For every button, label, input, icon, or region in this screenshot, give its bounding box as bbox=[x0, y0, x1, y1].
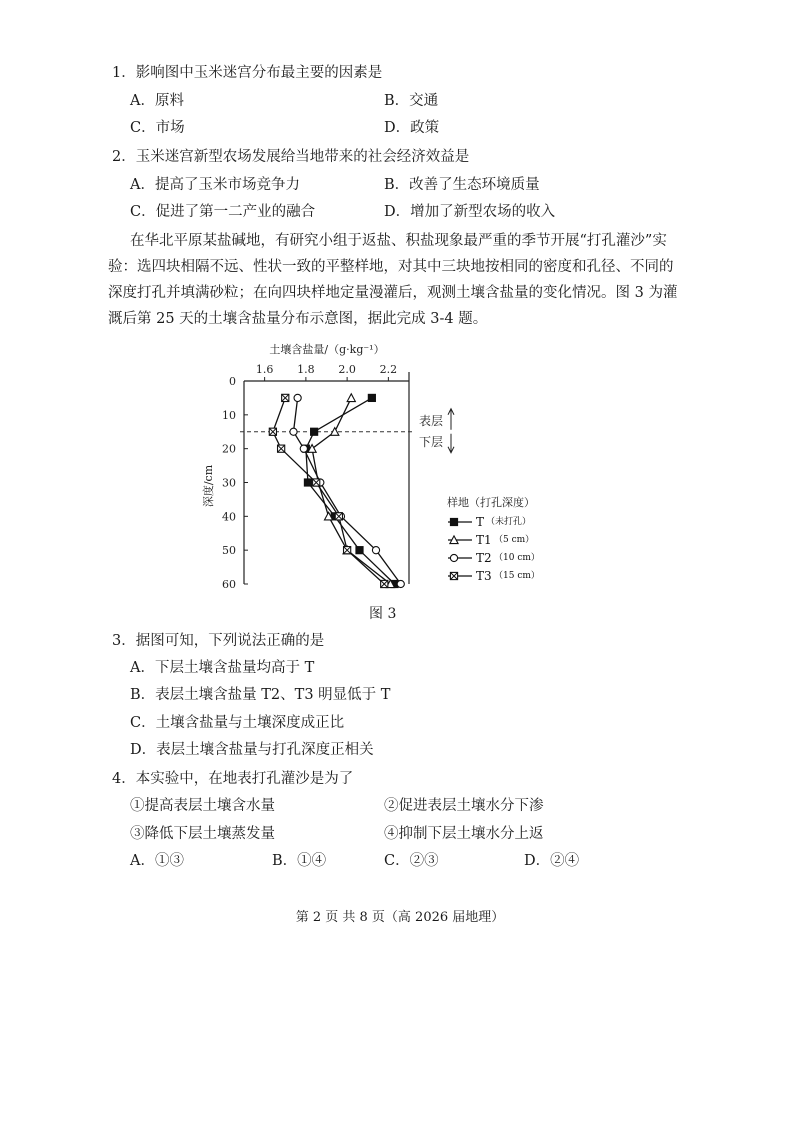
q3-option-b: B．表层土壤含盐量 T2、T3 明显低于 T bbox=[130, 687, 391, 703]
legend-label-t2: T2 bbox=[476, 551, 492, 565]
q2-stem: 2．玉米迷宫新型农场发展给当地带来的社会经济效益是 bbox=[112, 149, 470, 165]
data-point-t bbox=[356, 547, 363, 554]
q3-stem: 3．据图可知，下列说法正确的是 bbox=[112, 633, 325, 649]
upper-layer-label: 表层 bbox=[419, 413, 444, 428]
data-point-t2 bbox=[294, 394, 301, 401]
legend-note-t2: （10 cm） bbox=[494, 553, 540, 563]
q4-item-1: ①提高表层土壤含水量 bbox=[130, 798, 275, 814]
q3-option-a: A．下层土壤含盐量均高于 T bbox=[130, 660, 315, 676]
q3-option-d: D．表层土壤含盐量与打孔深度正相关 bbox=[130, 742, 374, 758]
q1-stem: 1．影响图中玉米迷宫分布最主要的因素是 bbox=[112, 65, 383, 81]
legend bbox=[448, 515, 540, 583]
legend-label-t3: T3 bbox=[476, 569, 492, 583]
q1-option-d: D．政策 bbox=[384, 120, 440, 136]
data-point-t2 bbox=[290, 428, 297, 435]
y-tick-label: 30 bbox=[222, 476, 236, 490]
q4-option-b: B．①④ bbox=[272, 853, 327, 869]
legend-title: 样地（打孔深度） bbox=[447, 496, 535, 509]
q1-option-a: A．原料 bbox=[130, 93, 184, 109]
passage-line: 在华北平原某盐碱地，有研究小组于返盐、积盐现象最严重的季节开展“打孔灌沙”实 bbox=[130, 233, 667, 249]
legend-note-t3: （15 cm） bbox=[494, 571, 540, 581]
layer-arrows bbox=[448, 409, 454, 453]
legend-note-t1: （5 cm） bbox=[494, 535, 535, 545]
q2-option-d: D．增加了新型农场的收入 bbox=[384, 204, 556, 220]
x-tick-label: 2.2 bbox=[379, 363, 398, 376]
y-tick-label: 0 bbox=[229, 375, 236, 388]
q4-option-d: D．②④ bbox=[524, 853, 580, 869]
passage-line: 溉后第 25 天的土壤含盐量分布示意图，据此完成 3-4 题。 bbox=[108, 311, 488, 327]
y-tick-label: 60 bbox=[222, 578, 236, 591]
legend-marker-t2 bbox=[450, 554, 457, 561]
y-tick-label: 10 bbox=[222, 408, 236, 422]
page-footer: 第 2 页 共 8 页（高 2026 届地理） bbox=[295, 910, 505, 925]
data-point-t3 bbox=[313, 479, 320, 486]
legend-note-t: （未打孔） bbox=[486, 517, 532, 527]
y-tick-label: 40 bbox=[222, 510, 236, 524]
data-point-t3 bbox=[269, 428, 276, 435]
q2-option-b: B．改善了生态环境质量 bbox=[384, 177, 540, 193]
data-point-t bbox=[368, 394, 375, 401]
q4-option-c: C．②③ bbox=[384, 853, 439, 869]
passage-line: 深度打孔并填满砂粒；在向四块样地定量漫灌后，观测土壤含盐量的变化情况。图 3 为灌 bbox=[108, 285, 678, 301]
data-point-t3 bbox=[278, 445, 285, 452]
y-tick-label: 20 bbox=[222, 442, 236, 456]
series-line-t2 bbox=[294, 398, 401, 584]
data-point-t1 bbox=[347, 394, 355, 402]
lower-layer-label: 下层 bbox=[419, 434, 444, 449]
data-point-t3 bbox=[344, 547, 351, 554]
q4-item-4: ④抑制下层土壤水分上返 bbox=[384, 826, 544, 842]
legend-label-t1: T1 bbox=[476, 533, 492, 547]
series-line-t bbox=[306, 398, 395, 584]
q4-item-3: ③降低下层土壤蒸发量 bbox=[130, 826, 275, 842]
q1-option-b: B．交通 bbox=[384, 93, 439, 109]
x-tick-label: 2.0 bbox=[338, 363, 356, 376]
legend-marker-t3 bbox=[450, 572, 457, 579]
passage-line: 验：选四块相隔不远、性状一致的平整样地，对其中三块地按相同的密度和孔径、不同的 bbox=[108, 259, 674, 275]
series-markers bbox=[269, 394, 404, 588]
data-point-t bbox=[311, 428, 318, 435]
data-point-t bbox=[304, 479, 311, 486]
x-axis-title: 土壤含盐量/（g·kg⁻¹） bbox=[269, 343, 385, 356]
passage bbox=[108, 228, 678, 332]
q2-option-a: A．提高了玉米市场竞争力 bbox=[130, 177, 300, 193]
y-axis-title: 深度/cm bbox=[202, 464, 215, 508]
x-tick-label: 1.8 bbox=[297, 363, 315, 376]
data-point-t3 bbox=[282, 394, 289, 401]
q2-option-c: C．促进了第一二产业的融合 bbox=[130, 204, 316, 220]
q1-option-c: C．市场 bbox=[130, 120, 185, 136]
data-point-t2 bbox=[300, 445, 307, 452]
data-point-t2 bbox=[397, 580, 404, 587]
soil-salt-chart bbox=[190, 338, 590, 600]
series-line-t3 bbox=[273, 398, 384, 584]
x-tick-label: 1.6 bbox=[255, 363, 274, 376]
q3-option-c: C．土壤含盐量与土壤深度成正比 bbox=[130, 715, 345, 731]
data-point-t3 bbox=[381, 580, 388, 587]
y-tick-label: 50 bbox=[222, 544, 236, 558]
legend-marker-t bbox=[450, 518, 457, 525]
figure-caption: 图 3 bbox=[369, 606, 397, 622]
q4-stem: 4．本实验中，在地表打孔灌沙是为了 bbox=[112, 771, 354, 787]
q4-option-a: A．①③ bbox=[130, 853, 184, 869]
data-point-t3 bbox=[335, 513, 342, 520]
data-point-t2 bbox=[372, 547, 379, 554]
series-lines bbox=[273, 398, 401, 584]
legend-label-t: T bbox=[476, 515, 485, 529]
q4-item-2: ②促进表层土壤水分下渗 bbox=[384, 798, 544, 814]
